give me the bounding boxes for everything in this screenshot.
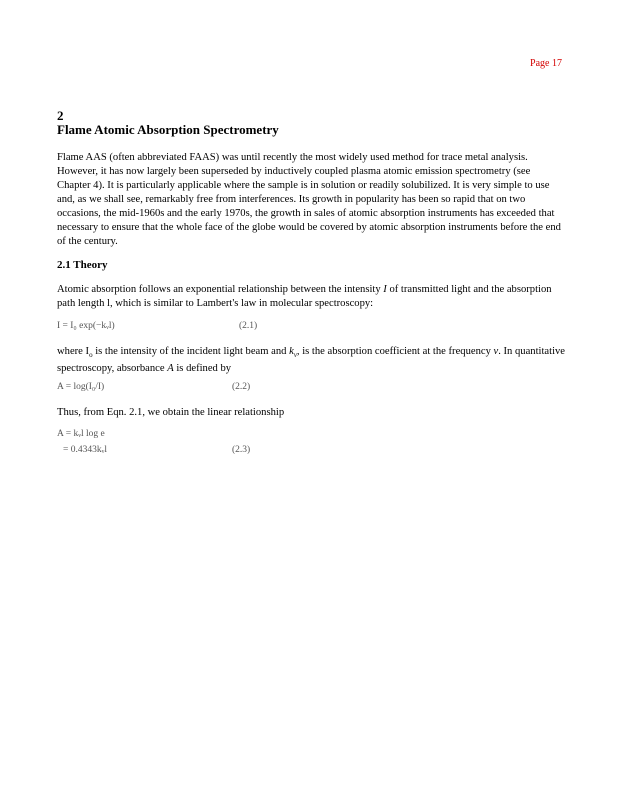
equation-2-1: I = I₀ exp(−kᵥl) [57,321,115,331]
definition-paragraph: where $I_o$ is the intensity of the incident light beam and $k_v$, is the absorption coefficient at the frequency v. In quantitative spectroscopy, absorbance A is defined by [57,346,566,375]
chapter-number: 2 [57,108,64,123]
theory-paragraph: Atomic absorption follows an exponential relationship between the intensity I of transmitted light and the absorption path length l, which is similar to Lambert's law in molecular spectroscopy: [57,284,552,309]
equation-2-2-number: (2.2) [232,382,251,392]
page-number: Page 17 [530,58,562,69]
equation-2-3-number: (2.3) [232,445,251,455]
equation-2-1-number: (2.1) [239,321,258,331]
equation-2-2: A = log(I₀/I) [57,382,105,392]
section-heading: 2.1 Theory [57,259,108,271]
equation-2-3-line-1: A = kᵥl log e [57,429,105,439]
chapter-title: Flame Atomic Absorption Spectrometry [57,122,279,137]
intro-paragraph: Flame AAS (often abbreviated FAAS) was until recently the most widely used method for trace metal analysis. However, it has now largely been superseded by inductively coupled plasma atomic emission spectrometry (see Chapter 4). It is particularly applicable where the sample is in solution or readily solubilized. It is very simple to use and, as we shall see, remarkably free from interferences. Its growth in popularity has been so rapid that on two occasions, the mid-1960s and the early 1970s, the growth in sales of atomic absorption instruments has exceeded that necessary to ensure that the whole face of the globe would be covered by atomic absorption instruments before the end of the century. [57,152,561,247]
equation-2-3-line-2: = 0.4343kᵥl [63,445,108,455]
linear-relationship-paragraph: Thus, from Eqn. 2.1, we obtain the linear relationship [57,407,285,418]
